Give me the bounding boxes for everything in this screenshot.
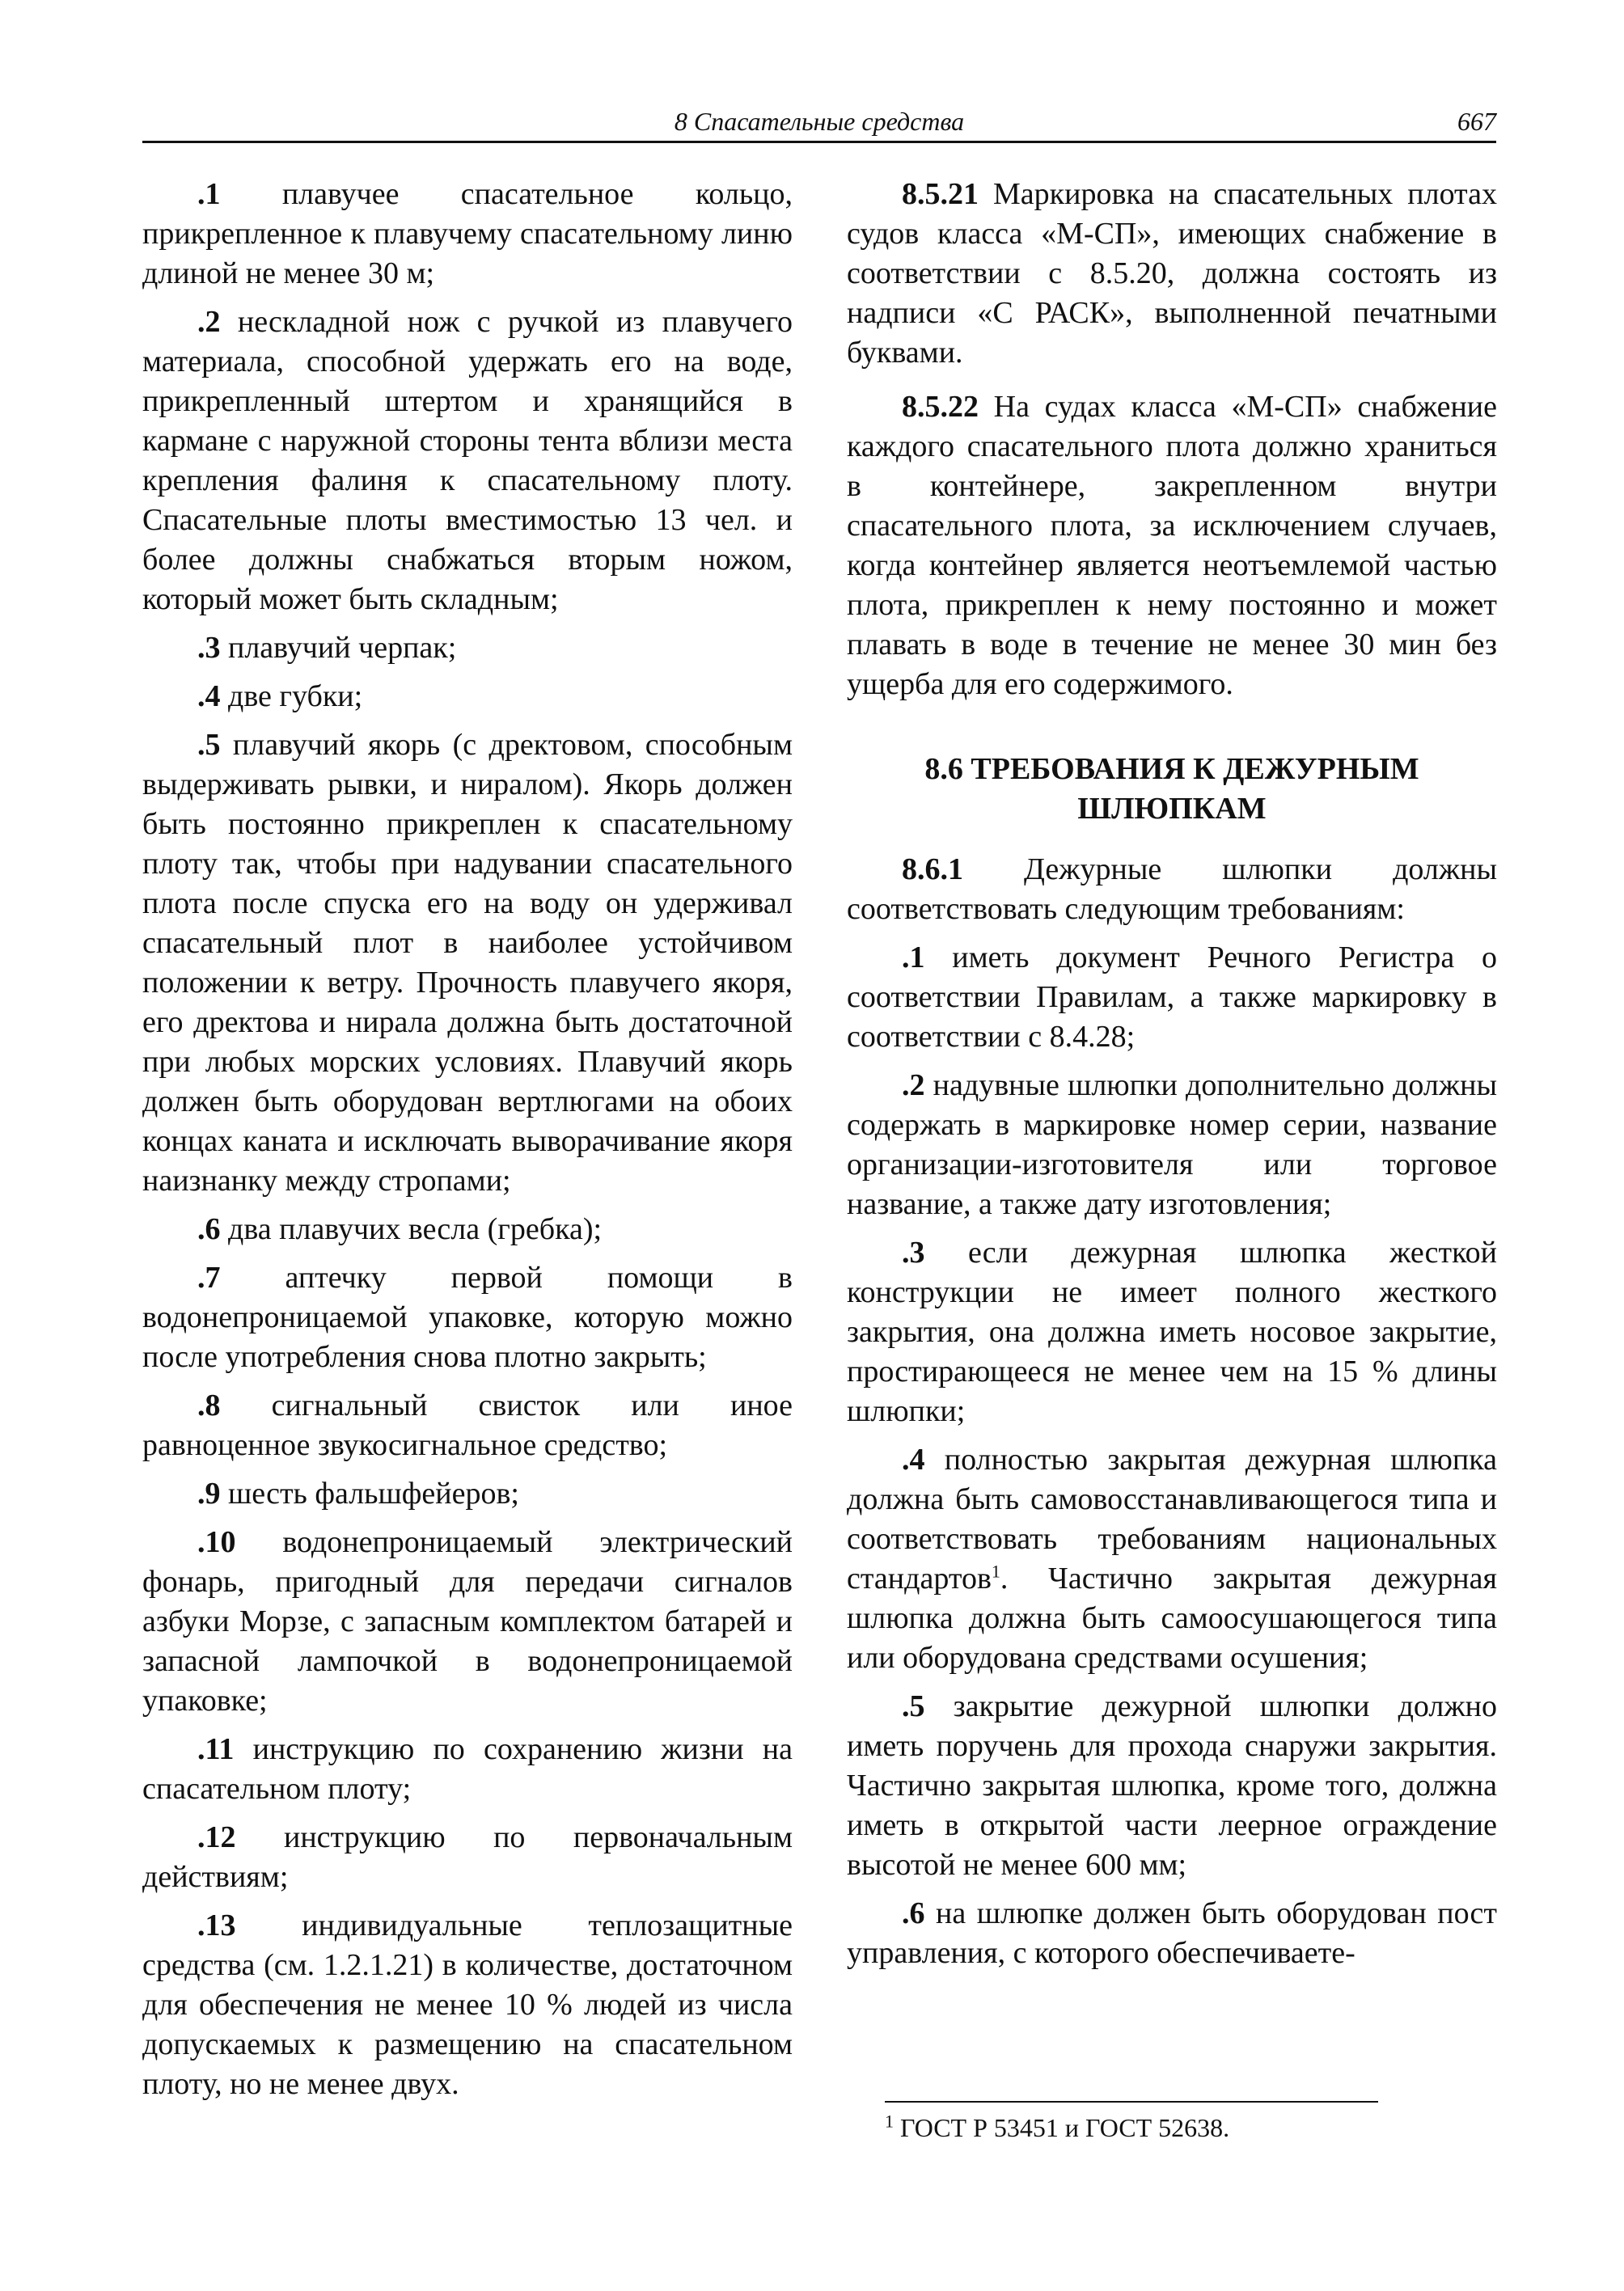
- list-item: [142, 725, 793, 1201]
- list-item: [847, 1233, 1497, 1431]
- page-number: 667: [1457, 107, 1496, 136]
- item-text: если дежурная шлюпка жесткой конструкции не имеет полного жесткого закрытия, она должна иметь носовое закрытие, простирающееся не менее чем на 15 % длины шлюпки;: [847, 1236, 1497, 1428]
- item-number: .4: [197, 679, 221, 713]
- running-header: [142, 104, 1496, 143]
- list-item: [847, 1687, 1497, 1885]
- item-number: .7: [197, 1261, 221, 1295]
- item-text: закрытие дежурной шлюпки должно иметь поручень для прохода снаружи закрытия. Частично закрытая шлюпка, кроме того, должна иметь в открытой части леерное ограждение высотой не менее 600 мм;: [847, 1689, 1497, 1882]
- chapter-title: 8 Спасательные средства: [674, 107, 965, 136]
- item-text: индивидуальные теплозащитные средства (см. 1.2.1.21) в количестве, достаточном для обеспечения не менее 10 % людей из числа допускаемых к размещению на спасательном плоту, но не менее двух.: [142, 1908, 793, 2101]
- footnote-mark: 1: [885, 2111, 894, 2132]
- list-item: [142, 1730, 793, 1809]
- clause-text: Маркировка на спасательных плотах судов класса «М-СП», имеющих снабжение в соответствии с 8.5.20, должна состоять из надписи «С РАСК», выполненной печатными буквами.: [847, 177, 1497, 370]
- list-item: [142, 1474, 793, 1514]
- item-number: .5: [197, 728, 221, 762]
- list-item: [142, 628, 793, 668]
- clause-text: На судах класса «М-СП» снабжение каждого спасательного плота должно храниться в контейнере, закрепленном внутри спасательного плота, за исключением случаев, когда контейнер является неотъемлемой частью плота, прикреплен к нему постоянно и может плавать в воде в течение не менее 30 мин без ущерба для его содержимого.: [847, 390, 1497, 701]
- list-item: [847, 1440, 1497, 1678]
- item-text: иметь документ Речного Регистра о соответствии Правилам, а также маркировку в соответствии с 8.4.28;: [847, 940, 1497, 1054]
- item-text: плавучий черпак;: [220, 631, 457, 665]
- item-number: .1: [902, 940, 925, 974]
- list-item: [142, 1210, 793, 1249]
- item-text: две губки;: [220, 679, 363, 713]
- item-text: инструкцию по сохранению жизни на спасательном плоту;: [142, 1732, 793, 1806]
- paragraph-8-5-22: [847, 387, 1497, 704]
- item-text: полностью закрытая дежурная шлюпка должна быть самовосстанавливающегося типа и соответствовать требованиям национальных стандартов: [847, 1443, 1497, 1596]
- list-item: [142, 1258, 793, 1377]
- list-item: [142, 302, 793, 619]
- list-item: [142, 1523, 793, 1721]
- footnote-divider: [885, 2101, 1378, 2103]
- section-heading: [847, 750, 1497, 829]
- list-item: [847, 1066, 1497, 1224]
- item-number: .11: [197, 1732, 235, 1766]
- paragraph-8-5-21: [847, 175, 1497, 373]
- footnote-text: ГОСТ Р 53451 и ГОСТ 52638.: [894, 2113, 1230, 2142]
- list-item: [142, 677, 793, 716]
- paragraph-8-6-1: [847, 850, 1497, 929]
- item-number: .2: [197, 305, 221, 339]
- item-number: .6: [902, 1896, 925, 1930]
- item-text: нескладной нож с ручкой из плавучего материала, способной удержать его на воде, прикрепленный штертом и хранящийся в кармане с наружной стороны тента вблизи места крепления фалиня к спасательному плоту. Спасательные плоты вместимостью 13 чел. и более должны снабжаться вторым ножом, который может быть складным;: [142, 305, 793, 616]
- list-item: [142, 1386, 793, 1465]
- item-text: шесть фальшфейеров;: [220, 1477, 519, 1511]
- clause-number: 8.5.21: [902, 177, 979, 211]
- section-heading-line: 8.6 ТРЕБОВАНИЯ К ДЕЖУРНЫМ: [924, 752, 1419, 786]
- item-number: .4: [902, 1443, 925, 1477]
- footnote: [885, 2111, 1229, 2145]
- item-number: .5: [902, 1689, 925, 1723]
- item-number: .3: [197, 631, 221, 665]
- list-item: [142, 1906, 793, 2104]
- clause-number: 8.6.1: [902, 852, 963, 886]
- list-item: [847, 1894, 1497, 1973]
- item-text: инструкцию по первоначальным действиям;: [142, 1820, 793, 1894]
- item-text: плавучий якорь (с дректовом, способным выдерживать рывки, и ниралом). Якорь должен быть постоянно прикреплен к спасательному плоту так, чтобы при надувании спасательного плота после спуска его на воду он удерживал спасательный плот в наиболее устойчивом положении к ветру. Прочность плавучего якоря, его дректова и нирала должна быть достаточной при любых морских условиях. Плавучий якорь должен быть оборудован вертлюгами на обоих концах каната и исключать выворачивание якоря наизнанку между стропами;: [142, 728, 793, 1198]
- footnote-reference: 1: [991, 1561, 1000, 1582]
- right-column: [847, 175, 1497, 1982]
- list-item: [142, 1818, 793, 1897]
- item-text: сигнальный свисток или иное равноценное звукосигнальное средство;: [142, 1389, 793, 1462]
- item-text: водонепроницаемый электрический фонарь, пригодный для передачи сигналов азбуки Морзе, с запасным комплектом батарей и запасной лампочкой в водонепроницаемой упаковке;: [142, 1525, 793, 1718]
- item-number: .1: [197, 177, 221, 211]
- clause-number: 8.5.22: [902, 390, 979, 424]
- clause-text: Дежурные шлюпки должны соответствовать следующим требованиям:: [847, 852, 1497, 926]
- item-text-continued: . Частично закрытая дежурная шлюпка должна быть самоосушающегося типа или оборудована средствами осушения;: [847, 1562, 1497, 1675]
- item-number: .8: [197, 1389, 221, 1422]
- item-text: надувные шлюпки дополнительно должны содержать в маркировке номер серии, название организации-изготовителя или торговое название, а также дату изготовления;: [847, 1068, 1497, 1221]
- item-text: аптечку первой помощи в водонепроницаемой упаковке, которую можно после употребления снова плотно закрыть;: [142, 1261, 793, 1374]
- item-number: .2: [902, 1068, 925, 1102]
- item-number: .3: [902, 1236, 925, 1270]
- item-number: .13: [197, 1908, 236, 1942]
- section-heading-line: ШЛЮПКАМ: [1077, 792, 1267, 826]
- list-item: [142, 175, 793, 294]
- item-text: на шлюпке должен быть оборудован пост управления, с которого обеспечиваете-: [847, 1896, 1497, 1970]
- item-text: два плавучих весла (гребка);: [220, 1212, 603, 1246]
- item-number: .12: [197, 1820, 236, 1854]
- item-number: .9: [197, 1477, 221, 1511]
- item-text: плавучее спасательное кольцо, прикрепленное к плавучему спасательному линю длиной не менее 30 м;: [142, 177, 793, 290]
- item-number: .6: [197, 1212, 221, 1246]
- list-item: [847, 938, 1497, 1057]
- item-number: .10: [197, 1525, 236, 1559]
- left-column: [142, 175, 793, 2113]
